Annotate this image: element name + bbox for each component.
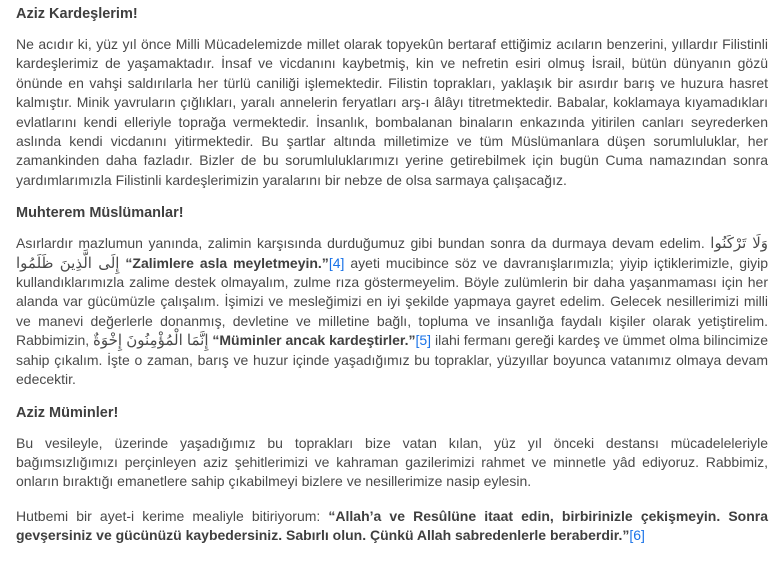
section-heading-aziz-muminler: Aziz Müminler! — [16, 404, 119, 421]
closing-verse-bold: “Allah’a ve Resûlüne itaat edin, birbirinizle çekişmeyin. Sonra gevşersiniz ve gücünüzü kaybedersiniz. Sabırlı olun. Çünkü Allah sabredenlerle beraberdir.” — [16, 507, 768, 544]
arabic-verse-hud-113: وَلَا تَرْكَنُوا إِلَى الَّذِينَ ظَلَمُوا — [16, 235, 768, 272]
verse-translation-zalimlere: “Zalimlere asla meyletmeyin.” — [119, 254, 329, 271]
section-heading-aziz-kardeslerim: Aziz Kardeşlerim! — [16, 6, 138, 22]
footnote-ref-4[interactable]: [4] — [328, 254, 345, 271]
paragraph-sehitler — [16, 434, 768, 492]
section-heading-muhterem-muslumanlar: Muhterem Müslümanlar! — [16, 205, 184, 222]
text-run: Asırlardır mazlumun yanında, zalimin karşısında durduğumuz gibi bundan sonra da durmaya devam edelim. — [16, 235, 711, 252]
text-run: Ne acıdır ki, yüz yıl önce Milli Mücadelemizde millet olarak topyekûn bertaraf ettiğimiz acıların benzerini, yıllardır Filistinli kardeşlerimiz de yaşamaktadır. İnsaf ve vicdanını kaybetmiş, kin ve nefretin esiri olmuş İsrail, bütün dünyanın gözü önünde en vahşi saldırılarla her türlü caniliği işlemektedir. Filistin toprakları, yaklaşık bir asırdır barış ve huzura hasret kalmıştır. Minik yavruların çığlıkları, yaralı annelerin feryatları arş-ı âlâyı titretmektedir. Babalar, koklamaya kıyamadıkları evlatlarını kendi elleriyle toprağa vermektedir. İnsanlık, bombalanan binaların enkazında yitirilen canları seyrederken aslında kendi vicdanını yitirmektedir. Bu şartlar altında milletimize ve tüm Müslümanlara düşen sorumluluklar, her zamankinden daha fazladır. Bizler de bu sorumluluklarımızı yerine getirebilmek için bugün Cuma namazından sonra yardımlarımızla Filistinli kardeşlerimizin yaralarını bir nebze de olsa sarmaya çalışacağız. — [16, 36, 768, 188]
footnote-ref-6[interactable]: [6] — [629, 527, 645, 544]
paragraph-milli-mucadele — [16, 35, 768, 190]
footnote-ref-5[interactable]: [5] — [415, 332, 432, 349]
text-run: ilahi fermanı gereği kardeş ve ümmet olma bilincimize sahip çıkalım. İşte o zaman, barış ve huzur içinde yaşadığımız bu topraklar, yüzyıllar boyunca vatanımız olmaya devam edecektir. — [16, 332, 769, 388]
text-run: Hutbemi bir ayet-i kerime mealiyle bitiriyorum: — [16, 507, 329, 524]
text-run: Bu vesileyle, üzerinde yaşadığımız bu toprakları bize vatan kılan, yüz yıl önceki destansı mücadeleleriyle bağımsızlığımızı perçinleyen aziz şehitlerimizi ve kahraman gazilerimizi rahmet ve minnetle yâd ediyoruz. Rabbimiz, onların bıraktığı emanetlere sahip çıkabilmeyi bizlere ve nesillerimize nasip eylesin. — [16, 434, 768, 490]
paragraph-zulme-karsi — [16, 234, 768, 389]
verse-translation-muminler: “Müminler ancak kardeştirler.” — [208, 332, 416, 349]
paragraph-closing — [16, 507, 768, 546]
text-run: ayeti mucibince söz ve davranışlarımızla; yiyip içtiklerimizle, giyip kullandıklarımızla zalime destek olmayalım, zulme rıza göstermeyelim. Böyle zulümlerin bir daha yaşanmaması için her alanda var gücümüzle çalışalım. İşimizi ve mesleğimizi en iyi şekilde yapmaya gayret edelim. Gelecek nesillerimizi milli ve manevi değerlerle donanmış, devletine ve milletine bağlı, topluma ve insanlığa faydalı kişiler olarak yetiştirelim. Rabbimizin, — [16, 254, 768, 349]
arabic-verse-hucurat-10: إِنَّمَا الْمُؤْمِنُونَ إِخْوَةٌ — [93, 332, 209, 350]
